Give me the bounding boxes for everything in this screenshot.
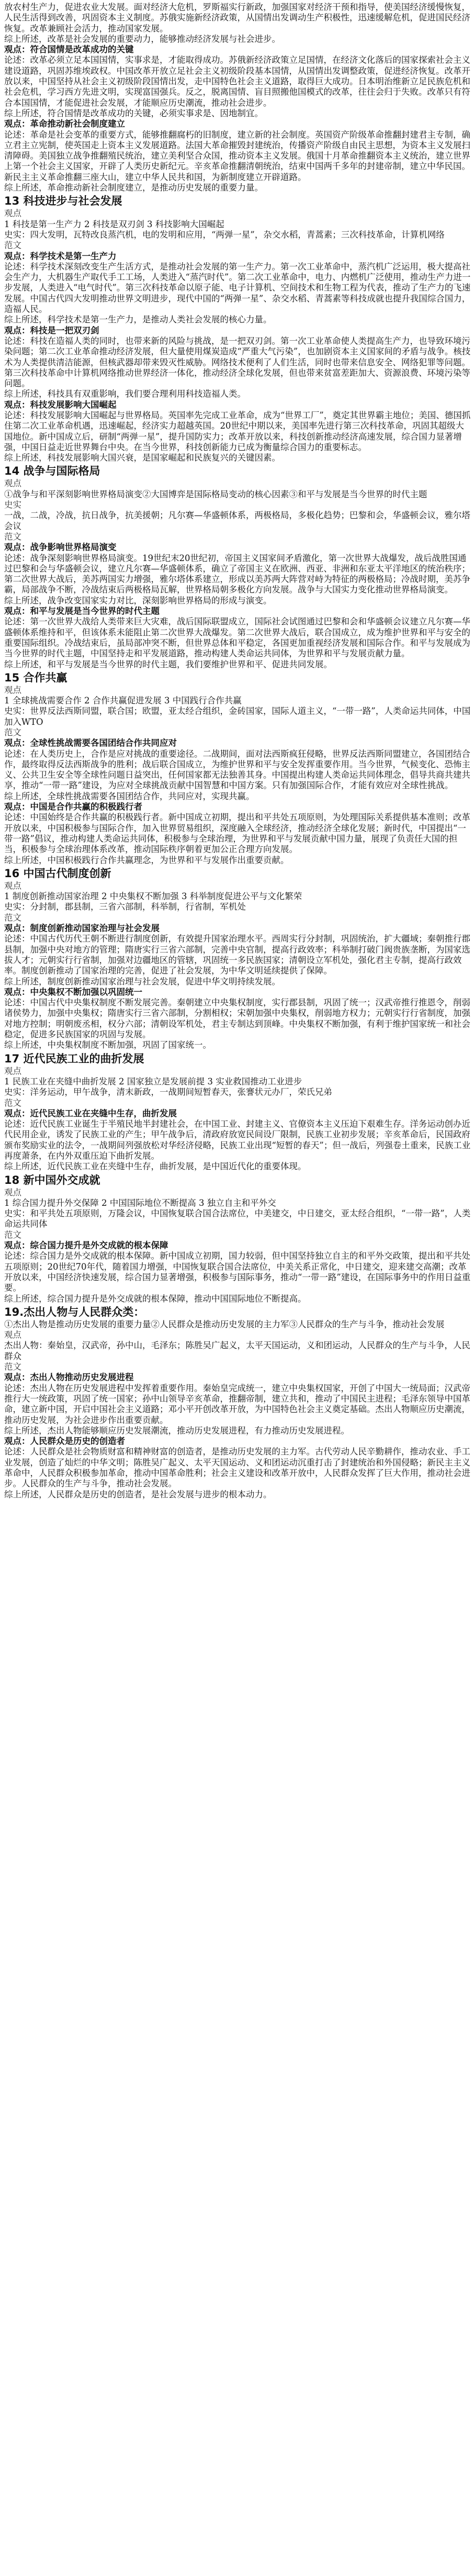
viewpoint-heading: 观点：综合国力提升是外交成就的根本保障 [4,1240,168,1251]
section-heading: 17 近代民族工业的曲折发展 [4,1052,144,1065]
section-label: 范文 [4,1097,21,1108]
paragraph: 1 民族工业在夹缝中曲折发展 2 国家独立是发展前提 3 实业救国推动工业进步 [4,1076,302,1087]
viewpoint-heading: 观点：人民群众是历史的创造者 [4,1436,125,1447]
section-label: 史实 [4,500,21,510]
paragraph: 论述：人民群众是社会物质财富和精神财富的创造者，是推动历史发展的主力军。古代劳动人民辛勤耕作，推动农业、手工业发展，创造了灿烂的中华文明；陈胜吴广起义、太平天国运动、义和团运动沉重打击了封建统治和外国侵略；新民主主义革命中，人民群众积极参加革命，推动中国革命胜利；社会主义建设和改革开放中，人民群众发挥了巨大作用，推动社会进步。人民群众的生产与斗争，推动社会发展。 [4,1447,470,1489]
paragraph: ①杰出人物是推动历史发展的重要力量②人民群众是推动历史发展的主力军③人民群众的生产与斗争，推动社会发展 [4,1319,445,1329]
viewpoint-heading: 观点：中国是合作共赢的积极践行者 [4,802,142,812]
paragraph: 综上所述，制度创新推动国家治理与社会发展，促进中华文明持续发展。 [4,976,280,987]
section-label: 观点 [4,880,21,891]
paragraph: 史实：洋务运动，甲午战争，清末新政，一战期间短暂春天，张謇状元办厂，荣氏兄弟 [4,1087,332,1097]
viewpoint-heading: 观点：科技发展影响大国崛起 [4,399,117,410]
section-heading: 13 科技进步与社会发展 [4,195,122,208]
section-heading: 16 中国古代制度创新 [4,867,111,880]
section-label: 观点 [4,1330,21,1340]
paragraph: 史实：四大发明，瓦特改良蒸汽机，电的发明和应用，“两弹一星”，杂交水稻，青蒿素；三次科技革命，计算机网络 [4,229,445,240]
paragraph: 综上所述，和平与发展是当今世界的时代主题，我们要维护世界和平、促进共同发展。 [4,659,332,669]
paragraph: 综上所述，科技具有双重影响，我们要合理利用科技造福人类。 [4,389,246,399]
paragraph: 1 科技是第一生产力 2 科技是双刃剑 3 科技影响大国崛起 [4,219,224,229]
paragraph: 综上所述，符合国情是改革成功的关键，必须实事求是、因地制宜。 [4,108,263,118]
paragraph: 论述：中国始终是合作共赢的积极践行者。新中国成立初期，提出和平共处五项原则，为处理国际关系提供基本准则；改革开放以来，中国积极参与国际合作，加入世界贸易组织，深度融入全球经济，推动经济全球化发展；新时代，中国提出“一带一路”倡议，推动构建人类命运共同体，积极参与全球治理，为世界和平与发展贡献中国力量，展现了负责任大国的担当，积极参与全球治理体系改革，推动国际秩序朝着更加公正合理方向发展。 [4,812,470,855]
paragraph: 综上所述，科学技术是第一生产力，是推动人类社会发展的核心力量。 [4,315,272,325]
section-label: 观点 [4,208,21,219]
paragraph: 综上所述，中央集权制度不断加强，巩固了国家统一。 [4,1040,211,1050]
paragraph: 1 综合国力提升外交保障 2 中国国际地位不断提高 3 独立自主和平外交 [4,1197,276,1208]
section-label: 范文 [4,1362,21,1372]
section-label: 范文 [4,912,21,923]
viewpoint-heading: 观点：全球性挑战需要各国团结合作共同应对 [4,738,177,748]
paragraph: 论述：革命是社会变革的重要方式，能够推翻腐朽的旧制度，建立新的社会制度。英国资产阶级革命推翻封建君主专制，确立君主立宪制，使英国走上资本主义发展道路。法国大革命摧毁封建统治，传播资产阶级自由民主思想，为资本主义发展扫清障碍。美国独立战争推翻殖民统治，建立美利坚合众国，推动资本主义发展。俄国十月革命推翻资本主义统治，建立世界上第一个社会主义国家，开辟了人类历史新纪元。辛亥革命推翻清朝统治，结束中国两千多年的封建帝制，建立中华民国。新民主主义革命推翻三座大山，建立中华人民共和国，为新制度建立开辟道路。 [4,129,470,182]
paragraph: 论述：综合国力是外交成就的根本保障。新中国成立初期，国力较弱，但中国坚持独立自主的和平外交政策，提出和平共处五项原则；20世纪70年代，随着国力增强，中国恢复联合国合法席位，中美关系正常化，中日建交，迎来建交高潮；改革开放以来，中国经济快速发展，综合国力显著增强，积极参与国际事务，推动“一带一路”建设，在国际事务中的作用日益重要。 [4,1251,471,1293]
section-heading: 19.杰出人物与人民群众类： [4,1305,145,1318]
section-label: 观点 [4,1066,21,1076]
section-label: 观点 [4,685,21,695]
paragraph: 论述：战争深刻影响世界格局演变。19世纪末20世纪初，帝国主义国家间矛盾激化，第一次世界大战爆发，战后战胜国通过巴黎和会与华盛顿会议，建立凡尔赛—华盛顿体系，确立了帝国主义在欧洲、西亚、非洲和东亚太平洋地区的统治秩序；第二次世界大战后，美苏两国实力增强，雅尔塔体系建立，形成以美苏两大阵营对峙为特征的两极格局；冷战时期，美苏争霸，局部战争不断，冷战结束后两极格局瓦解，世界格局朝多极化方向发展。战争与大国实力变化推动世界格局演变。 [4,553,470,595]
viewpoint-heading: 观点：杰出人物推动历史发展进程 [4,1372,134,1383]
paragraph: 综上所述，综合国力提升是外交成就的根本保障，推动中国国际地位不断提高。 [4,1293,307,1304]
paragraph: 综上所述，人民群众是历史的创造者，是社会发展与进步的根本动力。 [4,1489,272,1499]
section-label: 范文 [4,727,21,737]
paragraph: 史实：分封制，郡县制，三省六部制，科举制，行省制，军机处 [4,902,246,912]
paragraph: 1 全球挑战需要合作 2 合作共赢促进发展 3 中国践行合作共赢 [4,696,242,706]
paragraph: 杰出人物：秦始皇，汉武帝，孙中山，毛泽东；陈胜吴广起义，太平天国运动，义和团运动，人民群众的生产与斗争，人民群众 [4,1340,470,1361]
viewpoint-heading: 观点：科学技术是第一生产力 [4,251,117,261]
paragraph: 论述：杰出人物在历史发展进程中发挥着重要作用。秦始皇完成统一，建立中央集权国家，开创了中国大一统局面；汉武帝推行大一统政策，巩固了统一国家；孙中山领导辛亥革命，推翻帝制，建立共和，推动了中国民主进程；毛泽东领导中国革命，建立新中国，开启中国社会主义道路；邓小平开创改革开放，为中国特色社会主义奠定基础。杰出人物顺应历史潮流，推动历史发展，为社会进步作出重要贡献。 [4,1383,470,1425]
paragraph: 史实：世界反法西斯同盟，联合国；欧盟，亚太经合组织，金砖国家，国际人道主义，“一带一路”，人类命运共同体，中国加入WTO [4,706,471,727]
paragraph: 论述：在人类历史上，合作是应对挑战的重要途径。二战期间，面对法西斯疯狂侵略，世界反法西斯同盟建立，各国团结合作，最终取得反法西斯战争的胜利；战后联合国成立，为维护世界和平与安全发挥重要作用。当今世界，气候变化、恐怖主义、公共卫生安全等全球性问题日益突出，任何国家都无法独善其身。中国提出构建人类命运共同体理念，倡导共商共建共享，推动“一带一路”建设，为应对全球挑战贡献中国智慧和中国方案。只有加强国际合作，才能有效应对全球性挑战。 [4,748,470,791]
viewpoint-heading: 观点：中央集权不断加强以巩固统一 [4,987,142,997]
viewpoint-heading: 观点：战争影响世界格局演变 [4,542,117,553]
viewpoint-heading: 观点：科技是一把双刃剑 [4,325,99,335]
viewpoint-heading: 观点：近代民族工业在夹缝中生存，曲折发展 [4,1108,177,1118]
paragraph: 论述：科技在造福人类的同时，也带来新的风险与挑战，是一把双刃剑。第一次工业革命使人类提高生产力，也导致环境污染问题；第二次工业革命推动经济发展，但大量使用煤炭造成“严重大气污染”，也加剧资本主义国家间的矛盾与战争。核技术为人类提供清洁能源，但核武器却带来毁灭性威胁。网络技术便利了人们生活，同时也带来信息安全、网络犯罪等问题。第三次科技革命中计算机网络推动世界经济一体化，推动经济全球化发展，但也带来贫富差距加大、资源浪费、环境污染等问题。 [4,335,471,389]
paragraph: 综上所述，全球性挑战需要各国团结合作，共同应对，实现共赢。 [4,791,255,801]
paragraph: 综上所述，革命推动新社会制度建立，是推动历史发展的重要力量。 [4,183,263,193]
section-heading: 14 战争与国际格局 [4,465,100,478]
paragraph: 论述：中国古代中央集权制度不断发展完善。秦朝建立中央集权制度，实行郡县制，巩固了统一；汉武帝推行推恩令，削弱诸侯势力，加强中央集权；隋唐实行三省六部制，分割相权；宋朝加强中央集权，削弱地方权力；元朝实行行省制度，加强对地方控制；明朝废丞相，权分六部；清朝设军机处，君主专制达到顶峰。中央集权不断加强，有利于维护国家统一和社会稳定，促进多民族国家的巩固与发展。 [4,998,470,1040]
paragraph: 史实：和平共处五项原则，万隆会议，中国恢复联合国合法席位，中美建交，中日建交，亚太经合组织，“一带一路”，人类命运共同体 [4,1208,471,1229]
paragraph: 论述：科技发展影响大国崛起与世界格局。英国率先完成工业革命，成为“世界工厂”，奠定其世界霸主地位；美国、德国抓住第二次工业革命机遇，迅速崛起，经济实力超越英国。20世纪中期以来，美国率先进行第三次科技革命，巩固其超级大国地位。新中国成立后，研制“两弹一星”，提升国防实力；改革开放以来，科技创新推动经济高速发展，综合国力显著增强，中国日益走近世界舞台中央。在当今世界，科技创新能力已成为衡量综合国力的重要标志。 [4,410,471,452]
section-label: 范文 [4,240,21,251]
paragraph: 一战，二战，冷战，抗日战争，抗美援朝；凡尔赛—华盛顿体系，两极格局，多极化趋势；巴黎和会，华盛顿会议，雅尔塔会议 [4,510,470,531]
paragraph: 1 制度创新推动国家治理 2 中央集权不断加强 3 科举制度促进公平与文化繁荣 [4,891,302,902]
section-label: 范文 [4,531,21,542]
paragraph: 综上所述，近代民族工业在夹缝中生存，曲折发展，是中国近代化的重要体现。 [4,1161,307,1172]
paragraph: 论述：近代民族工业诞生于半殖民地半封建社会，在中国工业、封建主义、官僚资本主义压迫下艰难生存。洋务运动创办近代民用企业，诱发了民族工业的产生；甲午战争后，清政府放宽民间设厂限制，民族工业初步发展；辛亥革命后，民国政府颁布奖励实业的法令，一战期间列强放松对华经济侵略，民族工业出现“短暂的春天”；但一战后，列强卷土重来，民族工业再度萧条，在内外双重压迫下曲折发展。 [4,1119,471,1161]
paragraph: ①战争与和平深刻影响世界格局演变②大国博弈是国际格局变动的核心因素③和平与发展是当今世界的时代主题 [4,489,427,499]
section-label: 观点 [4,1187,21,1197]
viewpoint-heading: 观点：制度创新推动国家治理与社会发展 [4,923,160,934]
paragraph: 综上所述，中国积极践行合作共赢理念，为世界和平与发展作出重要贡献。 [4,855,289,865]
paragraph: 综上所述，杰出人物能够顺应历史发展潮流，推动历史发展进程，有力推动历史发展进程。 [4,1425,349,1436]
paragraph: 论述：中国古代历代王朝不断进行制度创新，有效提升国家治理水平。西周实行分封制，巩固统治，扩大疆域；秦朝推行郡县制，加强中央对地方的管理；隋唐实行三省六部制，完善中央官制，提高行政效率；科举制打破门阀贵族垄断，为国家选拔人才；元朝实行行省制，加强对边疆地区的管辖，巩固统一多民族国家；清朝设立军机处，强化君主专制，提高行政效率。制度创新推动了国家治理的完善，促进了社会发展，为中华文明延续提供了保障。 [4,934,470,976]
section-label: 范文 [4,1229,21,1240]
paragraph: 综上所述，战争改变国家实力对比，深刻影响世界格局的形成与演变。 [4,595,272,606]
viewpoint-heading: 观点：革命推动新社会制度建立 [4,119,125,129]
paragraph: 论述：第一次世界大战给人类带来巨大灾难，战后国际联盟成立，国际社会试图通过巴黎和会和华盛顿会议建立凡尔赛—华盛顿体系维持和平，但该体系未能阻止第二次世界大战爆发。第二次世界大战后，联合国成立，成为维护世界和平与安全的重要国际组织。冷战结束后，虽局部冲突不断，但世界总体和平稳定，各国更加重视经济发展和国际合作。和平与发展成为当今世界的时代主题，中国坚持走和平发展道路，推动构建人类命运共同体，为世界和平与发展贡献力量。 [4,617,470,659]
section-heading: 18 新中国外交成就 [4,1173,100,1186]
section-label: 观点 [4,478,21,489]
viewpoint-heading: 观点：和平与发展是当今世界的时代主题 [4,606,160,617]
paragraph: 论述：科学技术深刻改变生产生活方式，是推动社会发展的第一生产力。第一次工业革命中，蒸汽机广泛运用，极大提高社会生产力，大机器生产取代手工工场，人类进入“蒸汽时代”。第二次工业革命中，电力、内燃机广泛使用，推动生产力进一步发展，人类进入“电气时代”。第三次科技革命以原子能、电子计算机、空间技术和生物工程为代表，推动了生产力的飞速发展。中国古代四大发明推动世界文明进步，现代中国的“两弹一星”、杂交水稻、青蒿素等科技成就也提升我国综合国力，造福人民。 [4,261,471,315]
paragraph: 综上所述，改革是社会发展的重要动力，能够推动经济发展与社会进步。 [4,33,280,44]
paragraph: 综上所述，科技发展影响大国兴衰，是国家崛起和民族复兴的关键因素。 [4,453,280,463]
viewpoint-heading: 观点：符合国情是改革成功的关键 [4,44,134,55]
paragraph: 论述：改革必须立足本国国情，实事求是，才能取得成功。苏俄新经济政策立足国情，在经济文化落后的国家探索社会主义建设道路，巩固苏维埃政权。中国改革开放立足社会主义初级阶段基本国情，从国情出发调整政策，促进经济恢复。改革开放以来，中国坚持从社会主义初级阶段国情出发，走中国特色社会主义道路，取得巨大成功。日本明治维新立足民族危机和社会危机，学习西方先进文明，实现富国强兵。反之，脱离国情、盲目照搬他国模式的改革，往往会归于失败。改革只有符合本国国情，才能促进社会发展，才能顺应历史潮流，推动社会进步。 [4,55,470,108]
paragraph: 放农村生产力，促进农业大发展。面对经济大危机，罗斯福实行新政，加强国家对经济干预和指导，使美国经济缓慢恢复，人民生活得到改善，巩固资本主义制度。苏俄实施新经济政策，从国情出发调动生产积极性，迅速缓解危机，促进国民经济恢复。改革兼顾社会活力，推动国家发展。 [4,2,470,33]
section-heading: 15 合作共赢 [4,671,67,684]
